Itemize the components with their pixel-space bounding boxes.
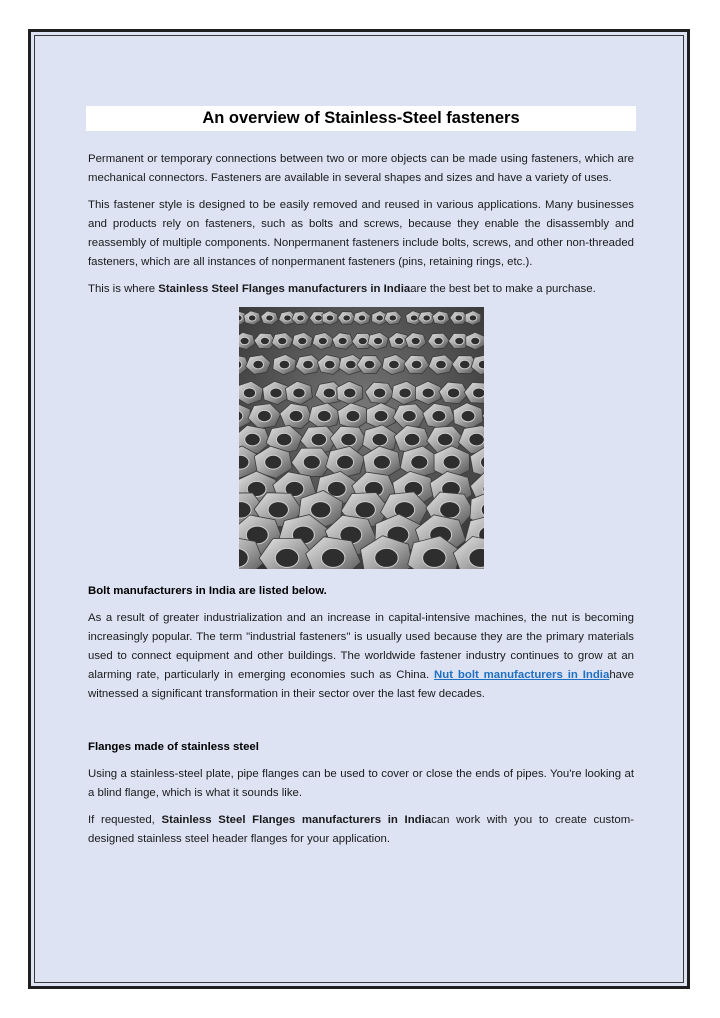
paragraph-custom-flanges bbox=[88, 811, 634, 849]
paragraph-industrialization-post: have witnessed a significant transformation in their sector over the last few decades. bbox=[88, 669, 635, 700]
heading-stainless-flanges: Flanges made of stainless steel bbox=[88, 741, 259, 753]
bold-keyword-flanges-2: Stainless Steel Flanges manufacturers in India bbox=[161, 814, 432, 826]
document-page bbox=[28, 29, 690, 989]
heading-bolt-manufacturers: Bolt manufacturers in India are listed below. bbox=[88, 585, 327, 597]
title-bar bbox=[86, 106, 636, 131]
hex-nuts-image bbox=[239, 307, 484, 569]
paragraph-custom-post: can work with you to create custom-designed stainless steel header flanges for your application. bbox=[88, 814, 634, 845]
hex-nut bbox=[465, 311, 481, 325]
paragraph-industrialization bbox=[88, 609, 634, 704]
document-body bbox=[88, 150, 634, 857]
section-spacer bbox=[88, 712, 634, 738]
paragraph-purchase-pre: This is where bbox=[88, 283, 159, 295]
hex-nut bbox=[322, 311, 338, 325]
nut-bolt-manufacturers-link[interactable]: Nut bolt manufacturers in India bbox=[434, 669, 610, 681]
paragraph-intro: Permanent or temporary connections between two or more objects can be made using fasteners, which are mechanical connectors. Fasteners are available in several shapes and sizes and have a variety of uses. bbox=[88, 153, 634, 184]
figure-container bbox=[88, 307, 634, 569]
paragraph-industrialization-pre: As a result of greater industrialization and an increase in capital-intensive machines, the nut is becoming increasingly popular. The term "industrial fasteners" is usually used because they are the primary materials used to connect equipment and other buildings. The worldwide fastener industry continues to grow at an alarming rate, particularly in emerging economies such as China. bbox=[88, 612, 634, 681]
paragraph-blind-flange: Using a stainless-steel plate, pipe flanges can be used to cover or close the ends of pipes. You're looking at a blind flange, which is what it sounds like. bbox=[88, 768, 634, 799]
paragraph-nonpermanent: This fastener style is designed to be easily removed and reused in various applications. Many businesses and products rely on fasteners, such as bolts and screws, because they enable the disassembly and reassembly of multiple components. Nonpermanent fasteners include bolts, screws, and other non-threaded fasteners, which are all instances of nonpermanent fasteners (pins, retaining rings, etc.). bbox=[88, 199, 634, 268]
hex-nuts-photo bbox=[239, 307, 484, 569]
paragraph-purchase bbox=[88, 280, 634, 299]
bold-keyword-flanges: Stainless Steel Flanges manufacturers in India bbox=[158, 283, 411, 295]
paragraph-custom-pre: If requested, bbox=[88, 814, 162, 826]
paragraph-purchase-post: are the best bet to make a purchase. bbox=[410, 283, 596, 295]
page-title: An overview of Stainless-Steel fasteners bbox=[202, 109, 520, 127]
